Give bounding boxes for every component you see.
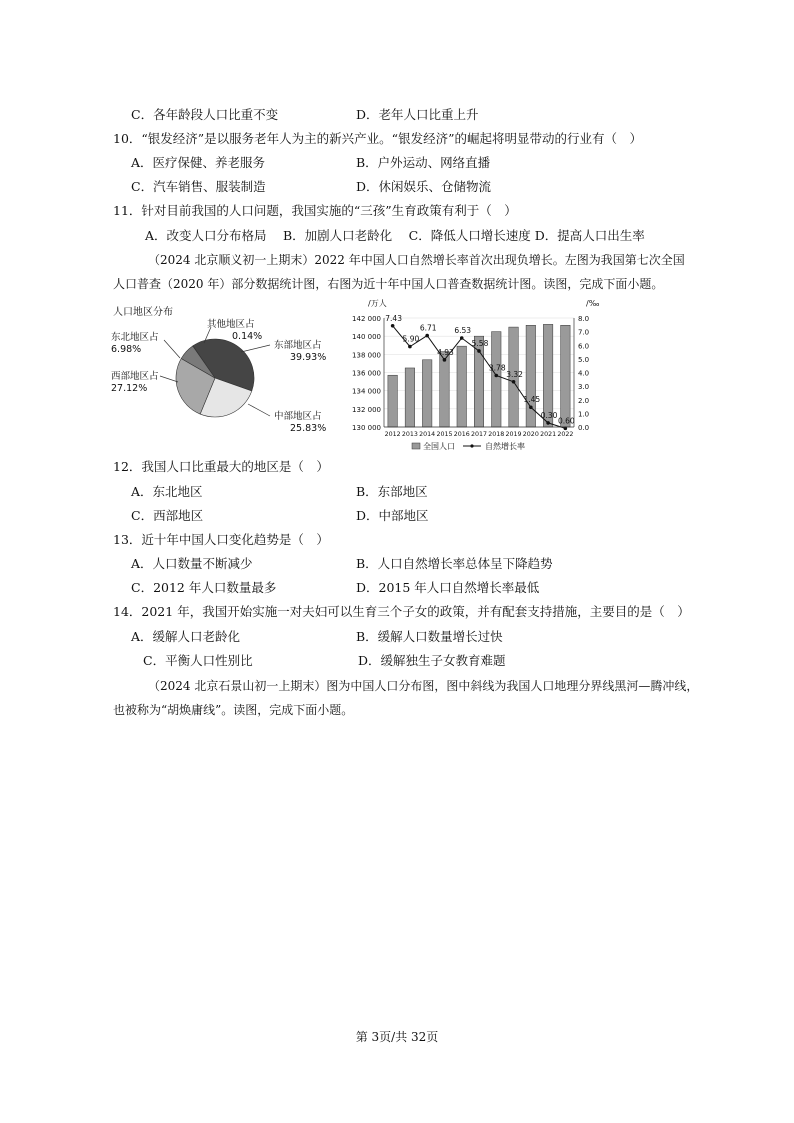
q9-option-c: C．各年龄段人口比重不变 (131, 107, 279, 122)
label-other-name: 其他地区占 (207, 319, 255, 330)
left-tick-label: 136 000 (352, 369, 381, 378)
label-west-name: 西部地区占 (111, 371, 159, 382)
x-tick-label: 2020 (522, 431, 539, 438)
growth-point-2013 (408, 345, 412, 349)
page-footer: 第 3页/共 32页 (355, 1030, 439, 1044)
intro2-line1: （2024 北京石景山初一上期末）图为中国人口分布图，图中斜线为我国人口地理分界线黑河—腾冲线， (148, 679, 699, 693)
growth-label-2012: 7.43 (385, 313, 402, 323)
q13-option-c: C．2012 年人口数量最多 (131, 580, 277, 595)
x-tick-label: 2018 (488, 431, 505, 438)
growth-label-2021: 0.30 (540, 410, 558, 420)
left-tick-label: 140 000 (352, 333, 381, 342)
q10-option-d: D．休闲娱乐、仓储物流 (356, 179, 492, 194)
x-tick-label: 2013 (401, 431, 418, 438)
right-axis-unit: /‰ (586, 299, 600, 308)
x-tick-label: 2015 (436, 431, 453, 438)
q11-options: A．改变人口分布格局 B．加剧人口老龄化 C．降低人口增长速度 D．提高人口出生率 (145, 228, 645, 243)
intro2-line2: 也被称为“胡焕庸线”。读图，完成下面小题。 (113, 703, 354, 717)
legend-growth: 自然增长率 (485, 442, 525, 451)
right-tick-label: 8.0 (578, 315, 590, 323)
q10-option-a: A．医疗保健、养老服务 (131, 155, 266, 170)
q10-option-c: C．汽车销售、服装制造 (131, 179, 266, 194)
x-tick-label: 2022 (557, 431, 574, 438)
leader-northeast (164, 340, 180, 358)
growth-point-2020 (529, 405, 533, 409)
label-other-pct: 0.14% (232, 331, 263, 342)
q12-option-a: A．东北地区 (131, 484, 203, 499)
q9-option-d: D．老年人口比重上升 (356, 107, 479, 122)
left-tick-label: 138 000 (352, 351, 381, 360)
growth-point-2019 (512, 380, 516, 384)
left-tick-label: 134 000 (352, 387, 381, 396)
x-tick-label: 2014 (419, 431, 436, 438)
population-chart-svg (348, 296, 610, 456)
right-tick-label: 5.0 (578, 355, 590, 364)
x-tick-label: 2016 (453, 431, 470, 438)
q14-option-d: D．缓解独生子女教育难题 (358, 653, 506, 668)
growth-label-2014: 6.71 (419, 323, 437, 333)
q13-option-b: B．人口自然增长率总体呈下降趋势 (356, 556, 553, 571)
intro1-line2: 人口普查（2020 年）部分数据统计图，右图为近十年中国人口普查数据统计图。读图，完成下面小题。 (113, 277, 664, 291)
label-central-name: 中部地区占 (274, 411, 322, 422)
left-axis-unit: /万人 (368, 299, 387, 308)
growth-label-2016: 6.53 (454, 326, 472, 336)
bar-2016 (457, 346, 467, 427)
q13-stem: 13．近十年中国人口变化趋势是（ ） (113, 532, 329, 547)
growth-label-2020: 1.45 (523, 395, 541, 405)
intro1-line1: （2024 北京顺义初一上期末）2022 年中国人口自然增长率首次出现负增长。左图为我国第七次全国 (148, 253, 685, 267)
label-northeast-name: 东北地区占 (111, 332, 159, 343)
right-tick-label: 7.0 (578, 328, 590, 337)
label-east-pct: 39.93% (290, 352, 327, 363)
growth-label-2013: 5.90 (402, 334, 420, 344)
growth-label-2019: 3.32 (506, 369, 523, 379)
right-tick-label: 1.0 (578, 410, 590, 419)
right-tick-label: 4.0 (578, 369, 590, 378)
growth-label-2018: 3.78 (488, 363, 506, 373)
growth-label-2017: 5.58 (471, 338, 489, 348)
bar-2022 (561, 325, 571, 427)
bar-2014 (422, 360, 432, 427)
q13-option-a: A．人口数量不断减少 (131, 556, 253, 571)
bar-2012 (388, 375, 398, 427)
left-tick-label: 142 000 (352, 315, 381, 323)
x-tick-label: 2021 (540, 431, 557, 438)
left-tick-label: 132 000 (352, 405, 381, 414)
x-tick-label: 2019 (505, 431, 522, 438)
legend-bar-swatch (412, 443, 420, 449)
growth-point-2012 (391, 324, 395, 328)
growth-label-2022: 0.60 (558, 416, 575, 426)
pie-svg (108, 298, 336, 448)
leader-east (241, 345, 270, 352)
x-tick-label: 2012 (384, 431, 401, 438)
q12-option-c: C．西部地区 (131, 508, 204, 523)
growth-point-2014 (425, 334, 429, 338)
q11-stem: 11．针对目前我国的人口问题，我国实施的“三孩”生育政策有利于（ ） (113, 203, 517, 218)
growth-point-2015 (443, 358, 447, 362)
leader-central (248, 404, 270, 416)
label-west-pct: 27.12% (111, 383, 148, 394)
label-northeast-pct: 6.98% (111, 344, 142, 355)
q12-option-d: D．中部地区 (356, 508, 429, 523)
growth-label-2015: 4.93 (437, 347, 454, 357)
pie-chart (108, 298, 336, 448)
legend-population: 全国人口 (423, 442, 455, 451)
bar-2013 (405, 368, 415, 427)
growth-point-2021 (546, 421, 550, 425)
left-tick-label: 130 000 (352, 424, 381, 432)
bar-2020 (526, 325, 536, 427)
bar-2018 (492, 332, 502, 427)
q10-stem: 10．“银发经济”是以服务老年人为主的新兴产业。“银发经济”的崛起将明显带动的行业有（ ） (113, 131, 642, 146)
q10-option-b: B．户外运动、网络直播 (356, 155, 491, 170)
q12-stem: 12．我国人口比重最大的地区是（ ） (113, 459, 329, 474)
growth-point-2018 (494, 374, 498, 378)
right-tick-label: 6.0 (578, 342, 590, 351)
right-tick-label: 3.0 (578, 383, 590, 392)
growth-point-2016 (460, 336, 464, 340)
q14-stem: 14．2021 年，我国开始实施一对夫妇可以生育三个子女的政策，并有配套支持措施，主要目的是（ ） (113, 604, 690, 619)
growth-point-2017 (477, 349, 481, 353)
population-chart (348, 296, 610, 456)
q12-option-b: B．东部地区 (356, 484, 428, 499)
right-tick-label: 2.0 (578, 396, 590, 405)
bar-2015 (440, 352, 450, 427)
right-tick-label: 0.0 (578, 424, 590, 432)
pie-title: 人口地区分布 (113, 307, 173, 318)
x-tick-label: 2017 (470, 431, 488, 438)
q14-option-b: B．缓解人口数量增长过快 (356, 629, 503, 644)
leader-west (160, 376, 178, 382)
label-central-pct: 25.83% (290, 423, 327, 434)
q13-option-d: D．2015 年人口自然增长率最低 (356, 580, 540, 595)
label-east-name: 东部地区占 (274, 340, 322, 351)
legend-line-marker (470, 444, 473, 447)
q14-option-c: C．平衡人口性别比 (143, 653, 253, 668)
q14-option-a: A．缓解人口老龄化 (131, 629, 241, 644)
